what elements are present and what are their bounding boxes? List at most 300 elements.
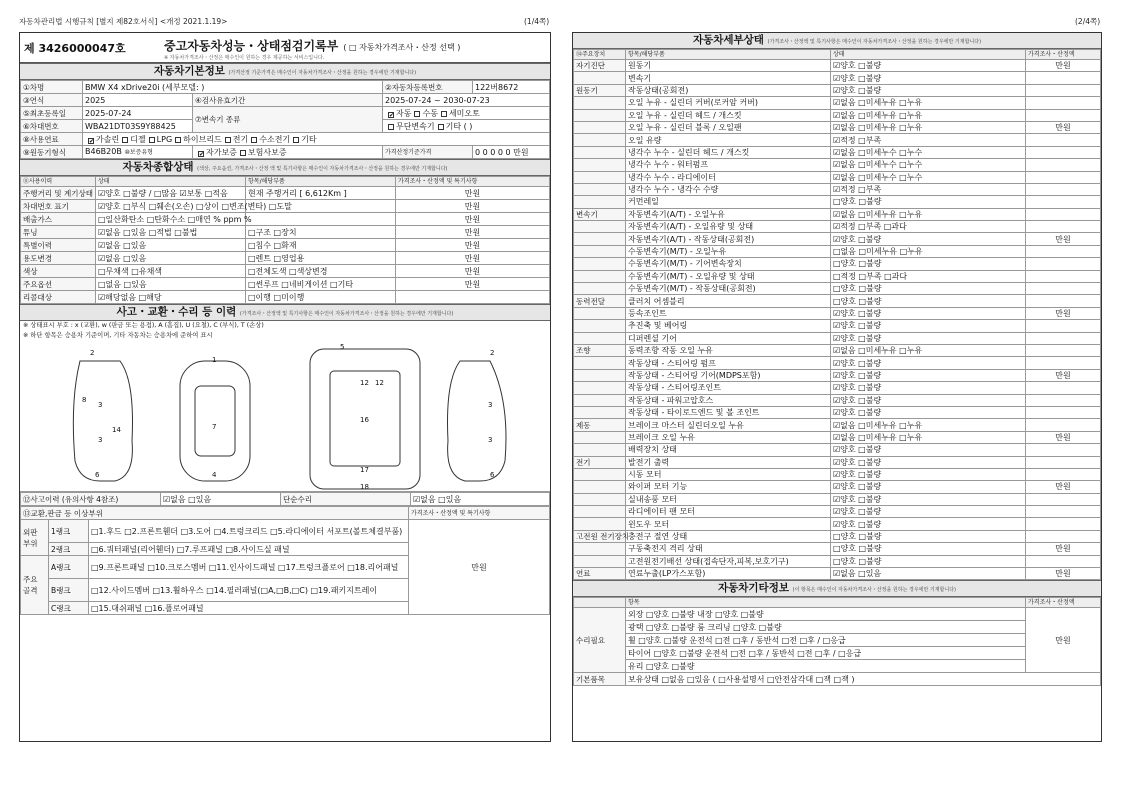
rank-1: □1.후드 □2.프론트휀더 □3.도어 □4.트렁크리드 □5.라디에이터 서포트(볼트체결부품) <box>89 520 409 543</box>
overall-cell-v: ☑없음 □있음 <box>96 239 246 252</box>
overall-cell-x: □구조 □장치 <box>246 226 396 239</box>
detail-cell-g <box>574 109 626 121</box>
detail-cell-p <box>1026 456 1101 468</box>
detail-cell-s: □양호 □불량 <box>831 555 1026 567</box>
detail-cell-i: 냉각수 누수 - 워터펌프 <box>626 159 831 171</box>
detail-cell-p <box>1026 183 1101 195</box>
overall-cell-v: ☑없음 □있음 <box>96 252 246 265</box>
overall-cell-v: ☑없음 □있음 □적법 □불법 <box>96 226 246 239</box>
detail-cell-p <box>1026 444 1101 456</box>
detail-cell-g <box>574 233 626 245</box>
detail-row <box>574 332 1101 344</box>
etc-row: 유리 □양호 □불량 <box>626 660 1026 673</box>
overall-title: 자동차종합상태 (색상, 주요옵션, 가격조사・산정 액 및 특기사항은 매수인이 자동차가격조사・산정을 원하는 경우에만 기재합니다) <box>20 159 550 176</box>
detail-cell-i: 추진축 및 베어링 <box>626 320 831 332</box>
detail-cell-p <box>1026 245 1101 257</box>
overall-cell-x: □썬루프 □네비게이션 □기타 <box>246 278 396 291</box>
etc-price: 만원 <box>1026 608 1101 673</box>
detail-row <box>574 419 1101 431</box>
overall-row <box>21 200 550 213</box>
overall-h2: 상태 <box>96 177 246 187</box>
detail-cell-s: □없음 □미세누유 □누유 <box>831 245 1026 257</box>
detail-cell-p <box>1026 493 1101 505</box>
detail-cell-s: ☑양호 □불량 <box>831 518 1026 530</box>
detail-cell-g <box>574 320 626 332</box>
overall-cell-p: 만원 <box>396 200 550 213</box>
detail-cell-i: 오일 누유 - 실린더 블록 / 오일팬 <box>626 121 831 133</box>
detail-cell-g <box>574 270 626 282</box>
detail-cell-p <box>1026 406 1101 418</box>
detail-row <box>574 134 1101 146</box>
detail-cell-s: ☑없음 □미세누유 □누유 <box>831 97 1026 109</box>
detail-h1: ⑭주요장치 <box>574 50 626 60</box>
detail-cell-s: ☑양호 □불량 <box>831 394 1026 406</box>
detail-cell-s: ☑적정 □부족 □과다 <box>831 221 1026 233</box>
detail-cell-g <box>574 134 626 146</box>
detail-cell-p <box>1026 320 1101 332</box>
overall-cell-x: □침수 □화재 <box>246 239 396 252</box>
detail-cell-i: 수동변속기(M/T) - 기어변속장치 <box>626 258 831 270</box>
detail-cell-i: 작동상태 - 스티어링 기어(MDPS포함) <box>626 369 831 381</box>
rank-2-label: 2랭크 <box>49 543 89 556</box>
overall-cell-x: □렌트 □영업용 <box>246 252 396 265</box>
overall-cell-k: 색상 <box>21 265 96 278</box>
detail-cell-i: 변속기 <box>626 72 831 84</box>
detail-cell-s: ☑없음 □미세누유 □누유 <box>831 419 1026 431</box>
overall-h4: 가격조사・산정액 및 특기사항 <box>396 177 550 187</box>
engine-warranty: B46B20B ⑩보증유형 <box>83 146 193 159</box>
detail-cell-s: ☑양호 □불량 <box>831 332 1026 344</box>
overall-cell-k: 배출가스 <box>21 213 96 226</box>
detail-cell-g <box>574 444 626 456</box>
overall-cell-v: ☑양호 □불량 / □많음 ☑보통 □적음 <box>96 187 246 200</box>
parts-label: ⑬교환,판금 등 이상부위 <box>21 507 409 520</box>
detail-cell-i: 자동변속기(A/T) - 작동상태(공회전) <box>626 233 831 245</box>
detail-cell-g <box>574 97 626 109</box>
detail-row <box>574 233 1101 245</box>
detail-cell-g <box>574 159 626 171</box>
detail-cell-p <box>1026 344 1101 356</box>
basic-items: 보유상태 □없음 □있음 ( □사용설명서 □안전삼각대 □잭 □잭 ) <box>626 673 1101 686</box>
detail-cell-p <box>1026 72 1101 84</box>
detail-cell-s: ☑양호 □불량 <box>831 84 1026 96</box>
detail-cell-p <box>1026 109 1101 121</box>
rank-b-label: B랭크 <box>49 579 89 602</box>
detail-cell-s: ☑없음 □미세누유 □누유 <box>831 109 1026 121</box>
overall-row <box>21 239 550 252</box>
detail-cell-i: 와이퍼 모터 기능 <box>626 481 831 493</box>
detail-cell-i: 수동변속기(M/T) - 작동상태(공회전) <box>626 283 831 295</box>
detail-row <box>574 258 1101 270</box>
detail-cell-g <box>574 431 626 443</box>
rank-a: □9.프론트패널 □10.크로스멤버 □11.인사이드패널 □17.트렁크플로어 □18.리어패널 <box>89 556 409 579</box>
form-reference: 자동차관리법 시행규칙 [별지 제82호서식] <개정 2021.1.19> <box>19 17 228 26</box>
rank-c: □15.대쉬패널 □16.플로어패널 <box>89 602 409 615</box>
detail-cell-s: □양호 □불량 <box>831 530 1026 542</box>
detail-cell-s: ☑양호 □불량 <box>831 468 1026 480</box>
detail-row <box>574 555 1101 567</box>
detail-cell-g: 연료 <box>574 568 626 580</box>
detail-cell-i: 브레이크 마스터 실린더오일 누유 <box>626 419 831 431</box>
detail-cell-g <box>574 258 626 270</box>
detail-cell-i: 충전구 절연 상태 <box>626 530 831 542</box>
detail-row <box>574 320 1101 332</box>
parts-table <box>20 506 550 615</box>
detail-cell-g <box>574 307 626 319</box>
detail-row <box>574 146 1101 158</box>
detail-cell-s: ☑양호 □불량 <box>831 233 1026 245</box>
basic-info-title: 자동차기본정보 (가격산정 기준가격은 매수인이 자동차가격조사・산정을 원하는 경우에만 기재합니다) <box>20 63 550 80</box>
trans-options-2: 무단변속기 기타 ( ) <box>383 120 550 133</box>
detail-cell-p: 만원 <box>1026 568 1101 580</box>
detail-cell-i: 시동 모터 <box>626 468 831 480</box>
detail-row <box>574 307 1101 319</box>
vin-label: ⑥차대번호 <box>21 120 83 133</box>
detail-cell-i: 고전원전기배선 상태(접속단자,피복,보호기구) <box>626 555 831 567</box>
overall-cell-p <box>396 291 550 304</box>
detail-cell-g <box>574 283 626 295</box>
detail-row <box>574 506 1101 518</box>
detail-cell-p <box>1026 530 1101 542</box>
detail-cell-s: ☑없음 □있음 <box>831 568 1026 580</box>
detail-cell-i: 연료누출(LP가스포함) <box>626 568 831 580</box>
overall-cell-x: 현재 주행거리 [ 6,612Km ] <box>246 187 396 200</box>
detail-row <box>574 468 1101 480</box>
detail-cell-p <box>1026 419 1101 431</box>
etc-h1: 항목 <box>626 598 1026 608</box>
detail-row <box>574 60 1101 72</box>
detail-cell-g: 제동 <box>574 419 626 431</box>
vin: WBA21DT03S9Y88425 <box>83 120 193 133</box>
detail-row <box>574 84 1101 96</box>
overall-cell-v: □일산화탄소 □탄화수소 □매연 % ppm % <box>96 213 246 226</box>
detail-cell-s: ☑양호 □불량 <box>831 369 1026 381</box>
detail-row <box>574 159 1101 171</box>
detail-cell-p: 만원 <box>1026 233 1101 245</box>
detail-cell-i: 커먼레일 <box>626 196 831 208</box>
page-number-2: (2/4쪽) <box>1075 17 1101 26</box>
detail-cell-s: □양호 □불량 <box>831 283 1026 295</box>
detail-cell-g <box>574 481 626 493</box>
detail-cell-g <box>574 506 626 518</box>
detail-cell-i: 구동축전지 격리 상태 <box>626 543 831 555</box>
detail-cell-s: ☑양호 □불량 <box>831 493 1026 505</box>
legend-2: ※ 하단 항목은 승용차 기준이며, 기타 자동차는 승용차에 준하여 표시 <box>23 332 213 339</box>
detail-cell-p <box>1026 97 1101 109</box>
detail-cell-p <box>1026 555 1101 567</box>
detail-cell-p: 만원 <box>1026 369 1101 381</box>
warranty-options: ✔ 자가보증 보험사보증 <box>193 146 383 159</box>
detail-cell-s: ☑양호 □불량 <box>831 60 1026 72</box>
detail-cell-s: ☑없음 □미세누유 □누유 <box>831 121 1026 133</box>
detail-cell-g: 원동기 <box>574 84 626 96</box>
detail-cell-i: 등속조인트 <box>626 307 831 319</box>
detail-cell-g <box>574 382 626 394</box>
detail-row <box>574 109 1101 121</box>
detail-cell-g <box>574 406 626 418</box>
detail-cell-i: 작동상태 - 파워고압호스 <box>626 394 831 406</box>
overall-cell-k: 차대번호 표기 <box>21 200 96 213</box>
main-frame-label: 주요 골격 <box>21 556 49 615</box>
outer-panel-label: 외판 부위 <box>21 520 49 556</box>
base-price: 0 0 0 0 0 만원 <box>473 146 550 159</box>
fuel-options: ✔ 가솔린 디젤 LPG 하이브리드 전기 수소전기 기타 <box>83 133 550 146</box>
detail-cell-p <box>1026 357 1101 369</box>
detail-cell-s: ☑없음 □미세누유 □누유 <box>831 344 1026 356</box>
detail-h3: 상태 <box>831 50 1026 60</box>
first-reg-label: ⑤최초등록일 <box>21 107 83 120</box>
detail-table <box>573 49 1101 580</box>
detail-cell-p <box>1026 332 1101 344</box>
detail-cell-i: 냉각수 누수 - 냉각수 수량 <box>626 183 831 195</box>
year: 2025 <box>83 94 193 107</box>
year-label: ③연식 <box>21 94 83 107</box>
detail-cell-i: 자동변속기(A/T) - 오일유량 및 상태 <box>626 221 831 233</box>
detail-row <box>574 121 1101 133</box>
overall-cell-v: ☑해당없음 □해당 <box>96 291 246 304</box>
detail-cell-g: 전기 <box>574 456 626 468</box>
detail-cell-i: 오일 누유 - 실린더 헤드 / 개스킷 <box>626 109 831 121</box>
detail-cell-s: □적정 □부족 □과다 <box>831 270 1026 282</box>
overall-cell-k: 주요옵션 <box>21 278 96 291</box>
car-outline-icon <box>20 341 550 491</box>
page-1 <box>19 32 551 742</box>
detail-cell-g <box>574 196 626 208</box>
detail-cell-p <box>1026 518 1101 530</box>
rank-1-label: 1랭크 <box>49 520 89 543</box>
detail-cell-g: 변속기 <box>574 208 626 220</box>
detail-cell-p <box>1026 270 1101 282</box>
overall-cell-k: 튜닝 <box>21 226 96 239</box>
detail-cell-s: ☑양호 □불량 <box>831 320 1026 332</box>
detail-row <box>574 270 1101 282</box>
overall-row <box>21 226 550 239</box>
overall-cell-k: 용도변경 <box>21 252 96 265</box>
detail-row <box>574 295 1101 307</box>
detail-cell-s: ☑양호 □불량 <box>831 357 1026 369</box>
overall-table <box>20 176 550 304</box>
detail-row <box>574 530 1101 542</box>
detail-row <box>574 208 1101 220</box>
detail-cell-i: 실내송풍 모터 <box>626 493 831 505</box>
detail-cell-g <box>574 555 626 567</box>
overall-row <box>21 187 550 200</box>
detail-cell-g <box>574 468 626 480</box>
etc-table <box>573 597 1101 686</box>
overall-row <box>21 291 550 304</box>
detail-cell-p: 만원 <box>1026 121 1101 133</box>
accident-history-label: ⑫사고이력 (유의사항 4참조) <box>21 493 161 506</box>
detail-cell-s: ☑양호 □불량 <box>831 72 1026 84</box>
detail-cell-s: ☑적정 □부족 <box>831 183 1026 195</box>
rank-b: □12.사이드멤버 □13.휠하우스 □14.필러패널(□A,□B,□C) □19.패키지트레이 <box>89 579 409 602</box>
overall-cell-p: 만원 <box>396 252 550 265</box>
detail-cell-p <box>1026 208 1101 220</box>
overall-row <box>21 252 550 265</box>
detail-cell-p <box>1026 196 1101 208</box>
detail-cell-i: 냉각수 누수 - 실린더 헤드 / 개스킷 <box>626 146 831 158</box>
detail-cell-g <box>574 357 626 369</box>
detail-row <box>574 171 1101 183</box>
detail-row <box>574 431 1101 443</box>
detail-row <box>574 221 1101 233</box>
detail-row <box>574 543 1101 555</box>
detail-h2: 항목/해당부품 <box>626 50 831 60</box>
detail-cell-i: 동력조향 작동 오일 누유 <box>626 344 831 356</box>
etc-row: 타이어 □양호 □불량 운전석 □전 □후 / 동반석 □전 □후 / □응급 <box>626 647 1026 660</box>
car-name-label: ①차명 <box>21 81 83 94</box>
overall-h1: ⑪사용이력 <box>21 177 96 187</box>
detail-cell-s: □양호 □불량 <box>831 543 1026 555</box>
record-number: 제 3426000047호 <box>24 41 126 55</box>
detail-cell-s: ☑양호 □불량 <box>831 307 1026 319</box>
detail-cell-i: 브레이크 오일 누유 <box>626 431 831 443</box>
overall-cell-p: 만원 <box>396 187 550 200</box>
detail-cell-s: ☑적정 □부족 <box>831 134 1026 146</box>
parts-price: 만원 <box>409 520 550 615</box>
detail-row <box>574 344 1101 356</box>
price-option[interactable]: ( □ 자동차가격조사・산정 선택 ) <box>343 42 461 52</box>
detail-cell-s: ☑양호 □불량 <box>831 506 1026 518</box>
detail-cell-s: ☑양호 □불량 <box>831 444 1026 456</box>
rank-c-label: C랭크 <box>49 602 89 615</box>
detail-row <box>574 369 1101 381</box>
detail-cell-g: 자기진단 <box>574 60 626 72</box>
detail-row <box>574 72 1101 84</box>
detail-cell-g: 동력전달 <box>574 295 626 307</box>
detail-cell-p: 만원 <box>1026 543 1101 555</box>
detail-cell-i: 원동기 <box>626 60 831 72</box>
detail-cell-s: □양호 □불량 <box>831 258 1026 270</box>
accident-table <box>20 492 550 506</box>
detail-cell-i: 작동상태 - 타이로드엔드 및 볼 조인트 <box>626 406 831 418</box>
detail-cell-p <box>1026 258 1101 270</box>
etc-row: 외장 □양호 □불량 내장 □양호 □불량 <box>626 608 1026 621</box>
overall-cell-x: □전체도색 □색상변경 <box>246 265 396 278</box>
detail-cell-s: ☑양호 □불량 <box>831 382 1026 394</box>
detail-row <box>574 406 1101 418</box>
detail-cell-i: 오일 유량 <box>626 134 831 146</box>
overall-cell-p: 만원 <box>396 239 550 252</box>
detail-row <box>574 97 1101 109</box>
overall-cell-v: □무채색 □유채색 <box>96 265 246 278</box>
validity: 2025-07-24 ~ 2030-07-23 <box>383 94 550 107</box>
overall-row <box>21 213 550 226</box>
first-reg: 2025-07-24 <box>83 107 193 120</box>
overall-cell-p: 만원 <box>396 265 550 278</box>
detail-cell-g: 고전원 전기장치 <box>574 530 626 542</box>
etc-h2: 가격조사・산정액 <box>1026 598 1101 608</box>
accident-title: 사고・교환・수리 등 이력 (가격조사・산정액 및 특기사항은 매수인이 자동차가격조사・산정을 원하는 경우에만 기재합니다) <box>20 304 550 321</box>
detail-row <box>574 518 1101 530</box>
detail-row <box>574 382 1101 394</box>
detail-cell-g <box>574 332 626 344</box>
record-header <box>20 33 550 63</box>
detail-cell-i: 배력장치 상태 <box>626 444 831 456</box>
detail-cell-g <box>574 493 626 505</box>
overall-row <box>21 265 550 278</box>
detail-cell-i: 자동변속기(A/T) - 오일누유 <box>626 208 831 220</box>
detail-row <box>574 196 1101 208</box>
detail-row <box>574 456 1101 468</box>
overall-row <box>21 278 550 291</box>
detail-cell-i: 라디에이터 팬 모터 <box>626 506 831 518</box>
detail-cell-s: □양호 □불량 <box>831 295 1026 307</box>
detail-cell-p: 만원 <box>1026 60 1101 72</box>
detail-row <box>574 444 1101 456</box>
detail-cell-s: ☑없음 □미세누수 □누수 <box>831 171 1026 183</box>
detail-cell-g <box>574 394 626 406</box>
detail-row <box>574 357 1101 369</box>
legend-1: ※ 상태표시 부호 : x (교환), w (판금 또는 용접), A (흠집), U (요철), C (부식), T (손상) <box>23 322 264 329</box>
simple-repair-label: 단순수리 <box>281 493 411 506</box>
detail-cell-p <box>1026 134 1101 146</box>
overall-cell-p: 만원 <box>396 226 550 239</box>
parts-price-label: 가격조사・산정액 및 특기사항 <box>409 507 550 520</box>
detail-cell-s: ☑없음 □미세누수 □누수 <box>831 159 1026 171</box>
detail-cell-p <box>1026 221 1101 233</box>
etc-title: 자동차기타정보 (이 항목은 매수인이 자동차가격조사・산정을 원하는 경우에만 기재합니다) <box>573 580 1101 597</box>
detail-cell-g <box>574 72 626 84</box>
trans-label: ⑦변속기 종류 <box>193 107 383 133</box>
page-2 <box>572 32 1102 742</box>
page-number-1: (1/4쪽) <box>524 17 550 26</box>
detail-row <box>574 245 1101 257</box>
reg-number: 122버8672 <box>473 81 550 94</box>
detail-title: 자동차세부상태 (가격조사・산정액 및 특기사항은 매수인이 자동차가격조사・산정을 원하는 경우에만 기재합니다) <box>573 33 1101 49</box>
detail-cell-p: 만원 <box>1026 431 1101 443</box>
fuel-label: ⑧사용연료 <box>21 133 83 146</box>
detail-row <box>574 568 1101 580</box>
detail-row <box>574 283 1101 295</box>
detail-cell-g <box>574 518 626 530</box>
overall-cell-k: 주행거리 및 계기상태 <box>21 187 96 200</box>
detail-cell-i: 디퍼렌셜 기어 <box>626 332 831 344</box>
overall-h3: 항목/해당부품 <box>246 177 396 187</box>
detail-cell-p <box>1026 84 1101 96</box>
rank-2: □6.쿼터패널(리어휀더) □7.루프패널 □8.사이드실 패널 <box>89 543 409 556</box>
detail-cell-s: □양호 □불량 <box>831 196 1026 208</box>
detail-row <box>574 394 1101 406</box>
detail-cell-g <box>574 121 626 133</box>
detail-cell-i: 작동상태 - 스티어링 펌프 <box>626 357 831 369</box>
detail-cell-p <box>1026 394 1101 406</box>
detail-cell-g <box>574 221 626 233</box>
detail-row <box>574 481 1101 493</box>
overall-cell-k: 리콜대상 <box>21 291 96 304</box>
reg-label: ②자동차등록번호 <box>383 81 473 94</box>
detail-cell-i: 수동변속기(M/T) - 오일누유 <box>626 245 831 257</box>
detail-cell-i: 오일 누유 - 실린더 커버(로커암 커버) <box>626 97 831 109</box>
detail-cell-p <box>1026 146 1101 158</box>
overall-cell-x <box>246 213 396 226</box>
detail-cell-g <box>574 183 626 195</box>
detail-cell-p <box>1026 171 1101 183</box>
detail-cell-p <box>1026 295 1101 307</box>
accident-history: ☑없음 □있음 <box>161 493 281 506</box>
overall-cell-x: □이행 □미이행 <box>246 291 396 304</box>
detail-cell-p: 만원 <box>1026 307 1101 319</box>
detail-cell-i: 윈도우 모터 <box>626 518 831 530</box>
detail-cell-s: ☑양호 □불량 <box>831 456 1026 468</box>
detail-row <box>574 183 1101 195</box>
price-label: 가격산정기준가격 <box>383 146 473 159</box>
validity-label: ④검사유효기간 <box>193 94 383 107</box>
detail-cell-i: 작동상태 - 스티어링조인트 <box>626 382 831 394</box>
car-name: BMW X4 xDrive20i (세부모델: ) <box>83 81 383 94</box>
detail-cell-s: ☑양호 □불량 <box>831 406 1026 418</box>
detail-cell-g <box>574 245 626 257</box>
